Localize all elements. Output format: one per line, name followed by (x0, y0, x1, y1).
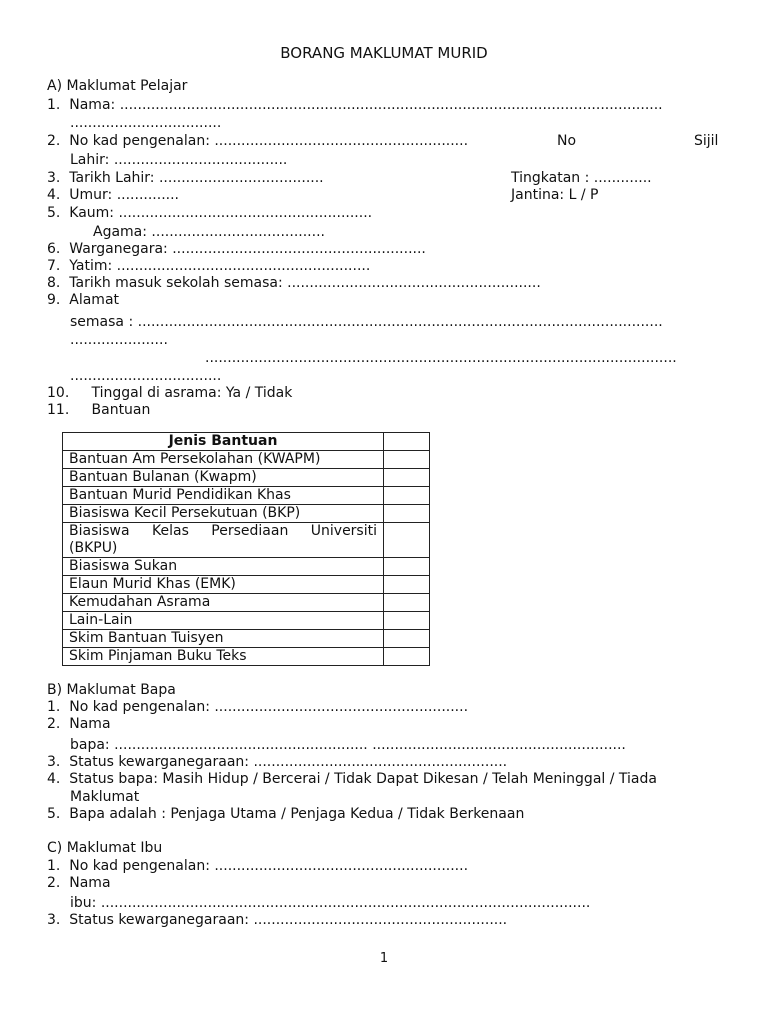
bapa-status-warga-field[interactable]: 3. Status kewarganegaraan: ......................................................... (47, 754, 508, 770)
table-row (63, 505, 430, 523)
bantuan-item-line-2: (BKPU) (69, 540, 118, 556)
bapa-nama-field[interactable]: bapa: ......................................................... ......................................................... (70, 737, 626, 753)
bapa-status-field-cont[interactable]: Maklumat (70, 789, 140, 805)
bantuan-checkbox[interactable] (384, 612, 430, 630)
table-row (63, 630, 430, 648)
bantuan-item: Bantuan Am Persekolahan (KWAPM) (63, 451, 384, 469)
table-row (63, 451, 430, 469)
alamat-field-cont-1[interactable]: ...................... (70, 332, 168, 348)
nama-field[interactable]: 1. Nama: .......................................................................................................................... (47, 97, 663, 113)
bantuan-item: Elaun Murid Khas (EMK) (63, 576, 384, 594)
umur-field[interactable]: 4. Umur: .............. (47, 187, 179, 203)
bapa-nama-label: 2. Nama (47, 716, 111, 732)
bantuan-checkbox[interactable] (384, 630, 430, 648)
kaum-field[interactable]: 5. Kaum: ......................................................... (47, 205, 373, 221)
bapa-no-kad-field[interactable]: 1. No kad pengenalan: ......................................................... (47, 699, 469, 715)
table-row (63, 612, 430, 630)
bantuan-checkbox[interactable] (384, 469, 430, 487)
bapa-status-field[interactable]: 4. Status bapa: Masih Hidup / Bercerai / Tidak Dapat Dikesan / Telah Meninggal / Tiada (47, 771, 657, 787)
bantuan-label: 11. Bantuan (47, 402, 151, 418)
bantuan-checkbox[interactable] (384, 487, 430, 505)
sijil-label: Sijil (694, 133, 719, 149)
bantuan-checkbox[interactable] (384, 594, 430, 612)
page-number: 1 (379, 951, 389, 966)
alamat-label: 9. Alamat (47, 292, 120, 308)
bantuan-item: Kemudahan Asrama (63, 594, 384, 612)
bantuan-item: Lain-Lain (63, 612, 384, 630)
table-row (63, 558, 430, 576)
warganegara-field[interactable]: 6. Warganegara: ......................................................... (47, 241, 426, 257)
tarikh-lahir-field[interactable]: 3. Tarikh Lahir: ..................................... (47, 170, 324, 186)
ibu-no-kad-field[interactable]: 1. No kad pengenalan: ......................................................... (47, 858, 469, 874)
bapa-penjaga-field[interactable]: 5. Bapa adalah : Penjaga Utama / Penjaga Kedua / Tidak Berkenaan (47, 806, 525, 822)
section-b-heading: B) Maklumat Bapa (47, 682, 176, 698)
table-header-jenis-bantuan: Jenis Bantuan (63, 433, 384, 451)
ibu-nama-label: 2. Nama (47, 875, 111, 891)
bantuan-item: Bantuan Murid Pendidikan Khas (63, 487, 384, 505)
ibu-status-warga-field[interactable]: 3. Status kewarganegaraan: ......................................................... (47, 912, 508, 928)
bantuan-table (62, 432, 430, 666)
bantuan-item (63, 523, 384, 558)
section-c-heading: C) Maklumat Ibu (47, 840, 163, 856)
bantuan-item: Skim Pinjaman Buku Teks (63, 648, 384, 666)
section-a-heading: A) Maklumat Pelajar (47, 78, 188, 94)
ibu-nama-field[interactable]: ibu: .............................................................................................................. (70, 895, 591, 911)
bantuan-checkbox[interactable] (384, 576, 430, 594)
tingkatan-field[interactable]: Tingkatan : ............. (511, 170, 652, 186)
page-title: BORANG MAKLUMAT MURID (280, 44, 488, 62)
yatim-field[interactable]: 7. Yatim: ......................................................... (47, 258, 371, 274)
tinggal-asrama-field[interactable]: 10. Tinggal di asrama: Ya / Tidak (47, 385, 293, 401)
bantuan-checkbox[interactable] (384, 558, 430, 576)
alamat-field-cont-3[interactable]: .................................. (70, 368, 222, 384)
sijil-lahir-field[interactable]: Lahir: ....................................... (70, 152, 288, 168)
tarikh-masuk-field[interactable]: 8. Tarikh masuk sekolah semasa: ......................................................... (47, 275, 541, 291)
no-kad-field[interactable]: 2. No kad pengenalan: ......................................................... (47, 133, 469, 149)
alamat-field-cont-2[interactable]: .......................................................................................................... (205, 350, 677, 366)
bantuan-checkbox[interactable] (384, 505, 430, 523)
alamat-field[interactable]: semasa : ...................................................................................................................... (70, 314, 663, 330)
bantuan-item-line-1: Biasiswa Kelas Persediaan Universiti (69, 523, 377, 539)
table-row (63, 469, 430, 487)
table-header-row (63, 433, 430, 451)
bantuan-checkbox[interactable] (384, 648, 430, 666)
table-row (63, 648, 430, 666)
bantuan-item: Biasiswa Sukan (63, 558, 384, 576)
no-sijil-label: No (557, 133, 577, 149)
bantuan-item: Biasiswa Kecil Persekutuan (BKP) (63, 505, 384, 523)
table-header-checkbox (384, 433, 430, 451)
table-row (63, 594, 430, 612)
table-row (63, 487, 430, 505)
bantuan-checkbox[interactable] (384, 523, 430, 558)
table-row (63, 523, 430, 558)
jantina-field[interactable]: Jantina: L / P (511, 187, 599, 203)
bantuan-item: Bantuan Bulanan (Kwapm) (63, 469, 384, 487)
bantuan-item: Skim Bantuan Tuisyen (63, 630, 384, 648)
nama-field-cont[interactable]: .................................. (70, 115, 222, 131)
agama-field[interactable]: Agama: ....................................... (93, 224, 325, 240)
bantuan-checkbox[interactable] (384, 451, 430, 469)
table-row (63, 576, 430, 594)
